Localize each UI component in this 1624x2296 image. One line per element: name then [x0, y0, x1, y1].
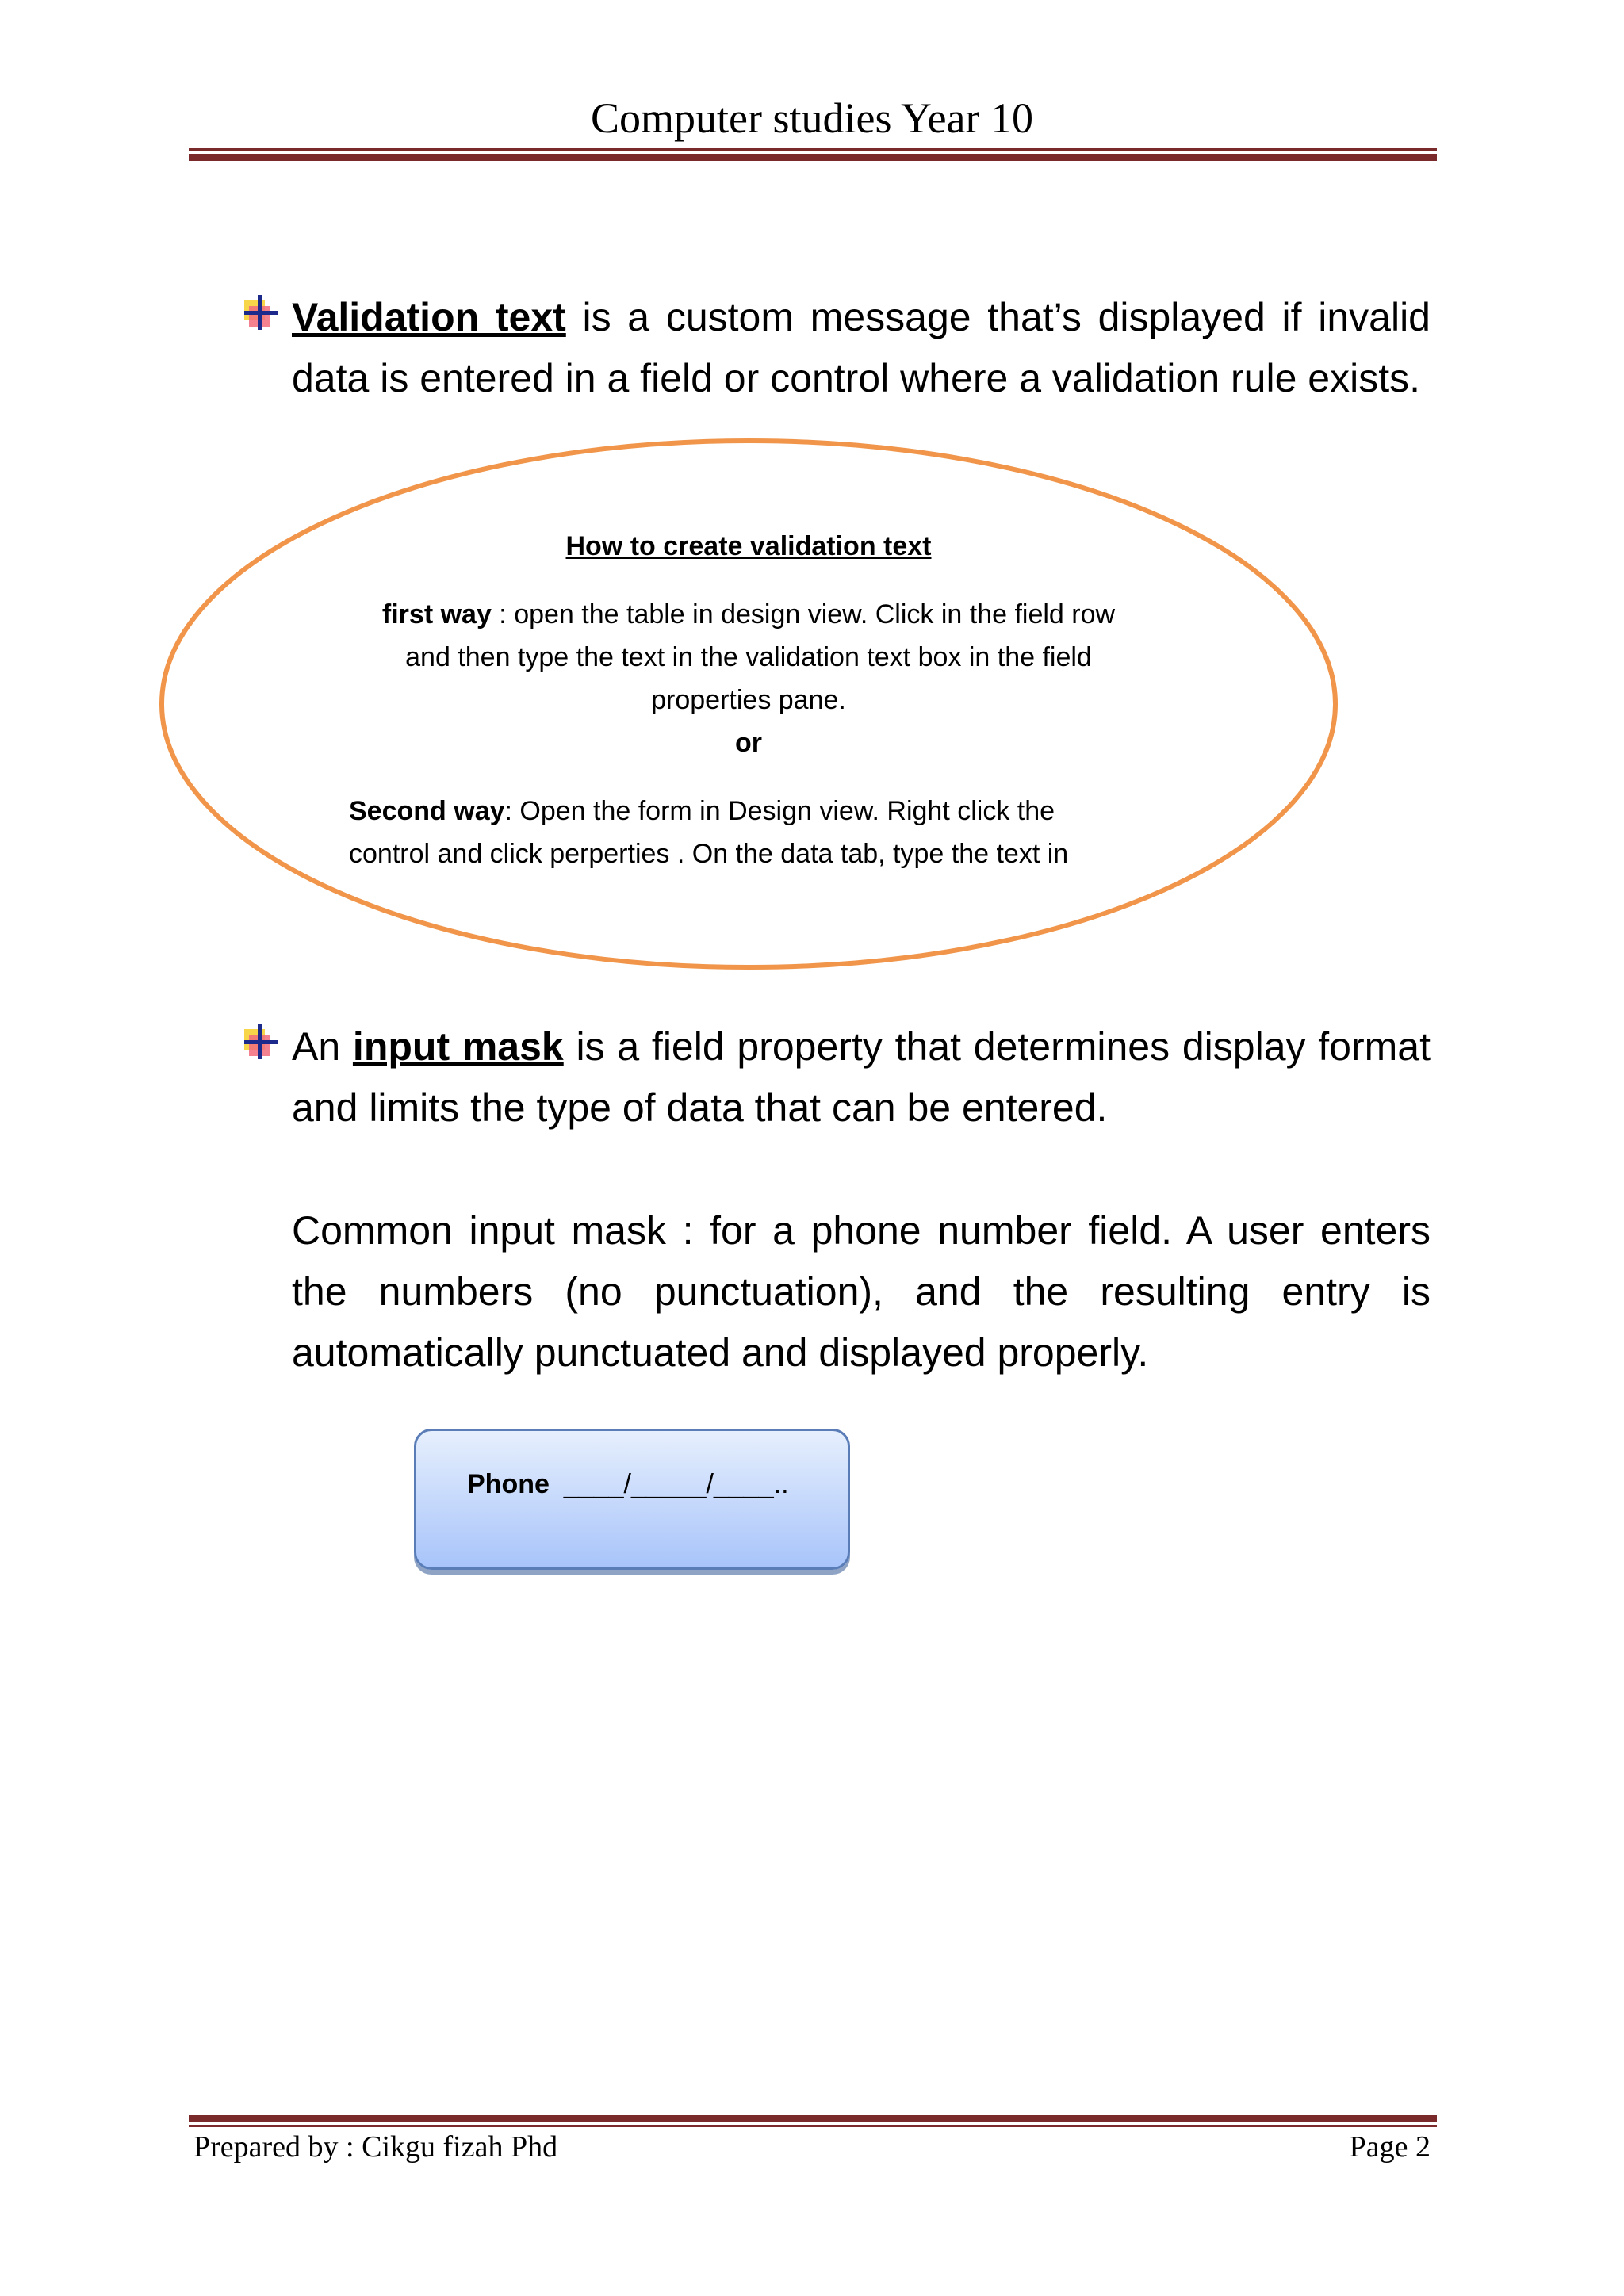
input-mask-prefix: An	[292, 1024, 353, 1069]
second-way-text: : Open the form in Design view. Right click the	[504, 796, 1055, 826]
callout-or: or	[735, 728, 762, 758]
bullet-cross-icon	[243, 1024, 279, 1061]
callout-first-way-line3: properties pane.	[651, 685, 846, 715]
input-mask-paragraph	[292, 1016, 1431, 1138]
input-mask-definition: is a field property that determines display format and limits the type of data that can be entered.	[292, 1024, 1431, 1130]
callout-first-way-line2: and then type the text in the validation text box in the field	[405, 642, 1092, 672]
callout-title: How to create validation text	[565, 531, 932, 561]
first-way-label: first way	[381, 599, 492, 629]
phone-label: Phone	[467, 1469, 550, 1499]
header-rule-thick	[189, 154, 1437, 161]
phone-mask-pattern: ____/_____/____..	[563, 1469, 789, 1499]
phone-mask-example-box	[414, 1429, 850, 1570]
callout-first-way-line1	[0, 599, 1497, 630]
footer-page-number: Page 2	[1349, 2130, 1431, 2164]
validation-text-paragraph	[292, 287, 1431, 409]
second-way-label: Second way	[349, 796, 505, 826]
validation-text-definition: is a custom message that’s displayed if invalid data is entered in a field or control where a validation rule exists.	[292, 295, 1431, 400]
input-mask-keyword: input mask	[352, 1024, 564, 1069]
callout-second-way-line2: control and click perperties . On the data tab, type the text in	[349, 839, 1069, 869]
header-rule-thin	[189, 148, 1437, 151]
callout-second-way-line1	[349, 796, 1055, 827]
first-way-text: : open the table in design view. Click in the field row	[491, 599, 1116, 629]
footer-rule-thick	[189, 2115, 1437, 2122]
common-input-mask-paragraph: Common input mask : for a phone number field. A user enters the numbers (no punctuation), and the resulting entry is automatically punctuated and displayed properly.	[292, 1208, 1431, 1375]
validation-text-keyword: Validation text	[292, 295, 566, 339]
bullet-cross-icon	[243, 295, 279, 331]
page-header-title: Computer studies Year 10	[591, 94, 1033, 142]
phone-mask-text	[467, 1469, 789, 1500]
footer-author: Prepared by : Cikgu fizah Phd	[193, 2130, 558, 2164]
footer-rule-thin	[189, 2125, 1437, 2127]
